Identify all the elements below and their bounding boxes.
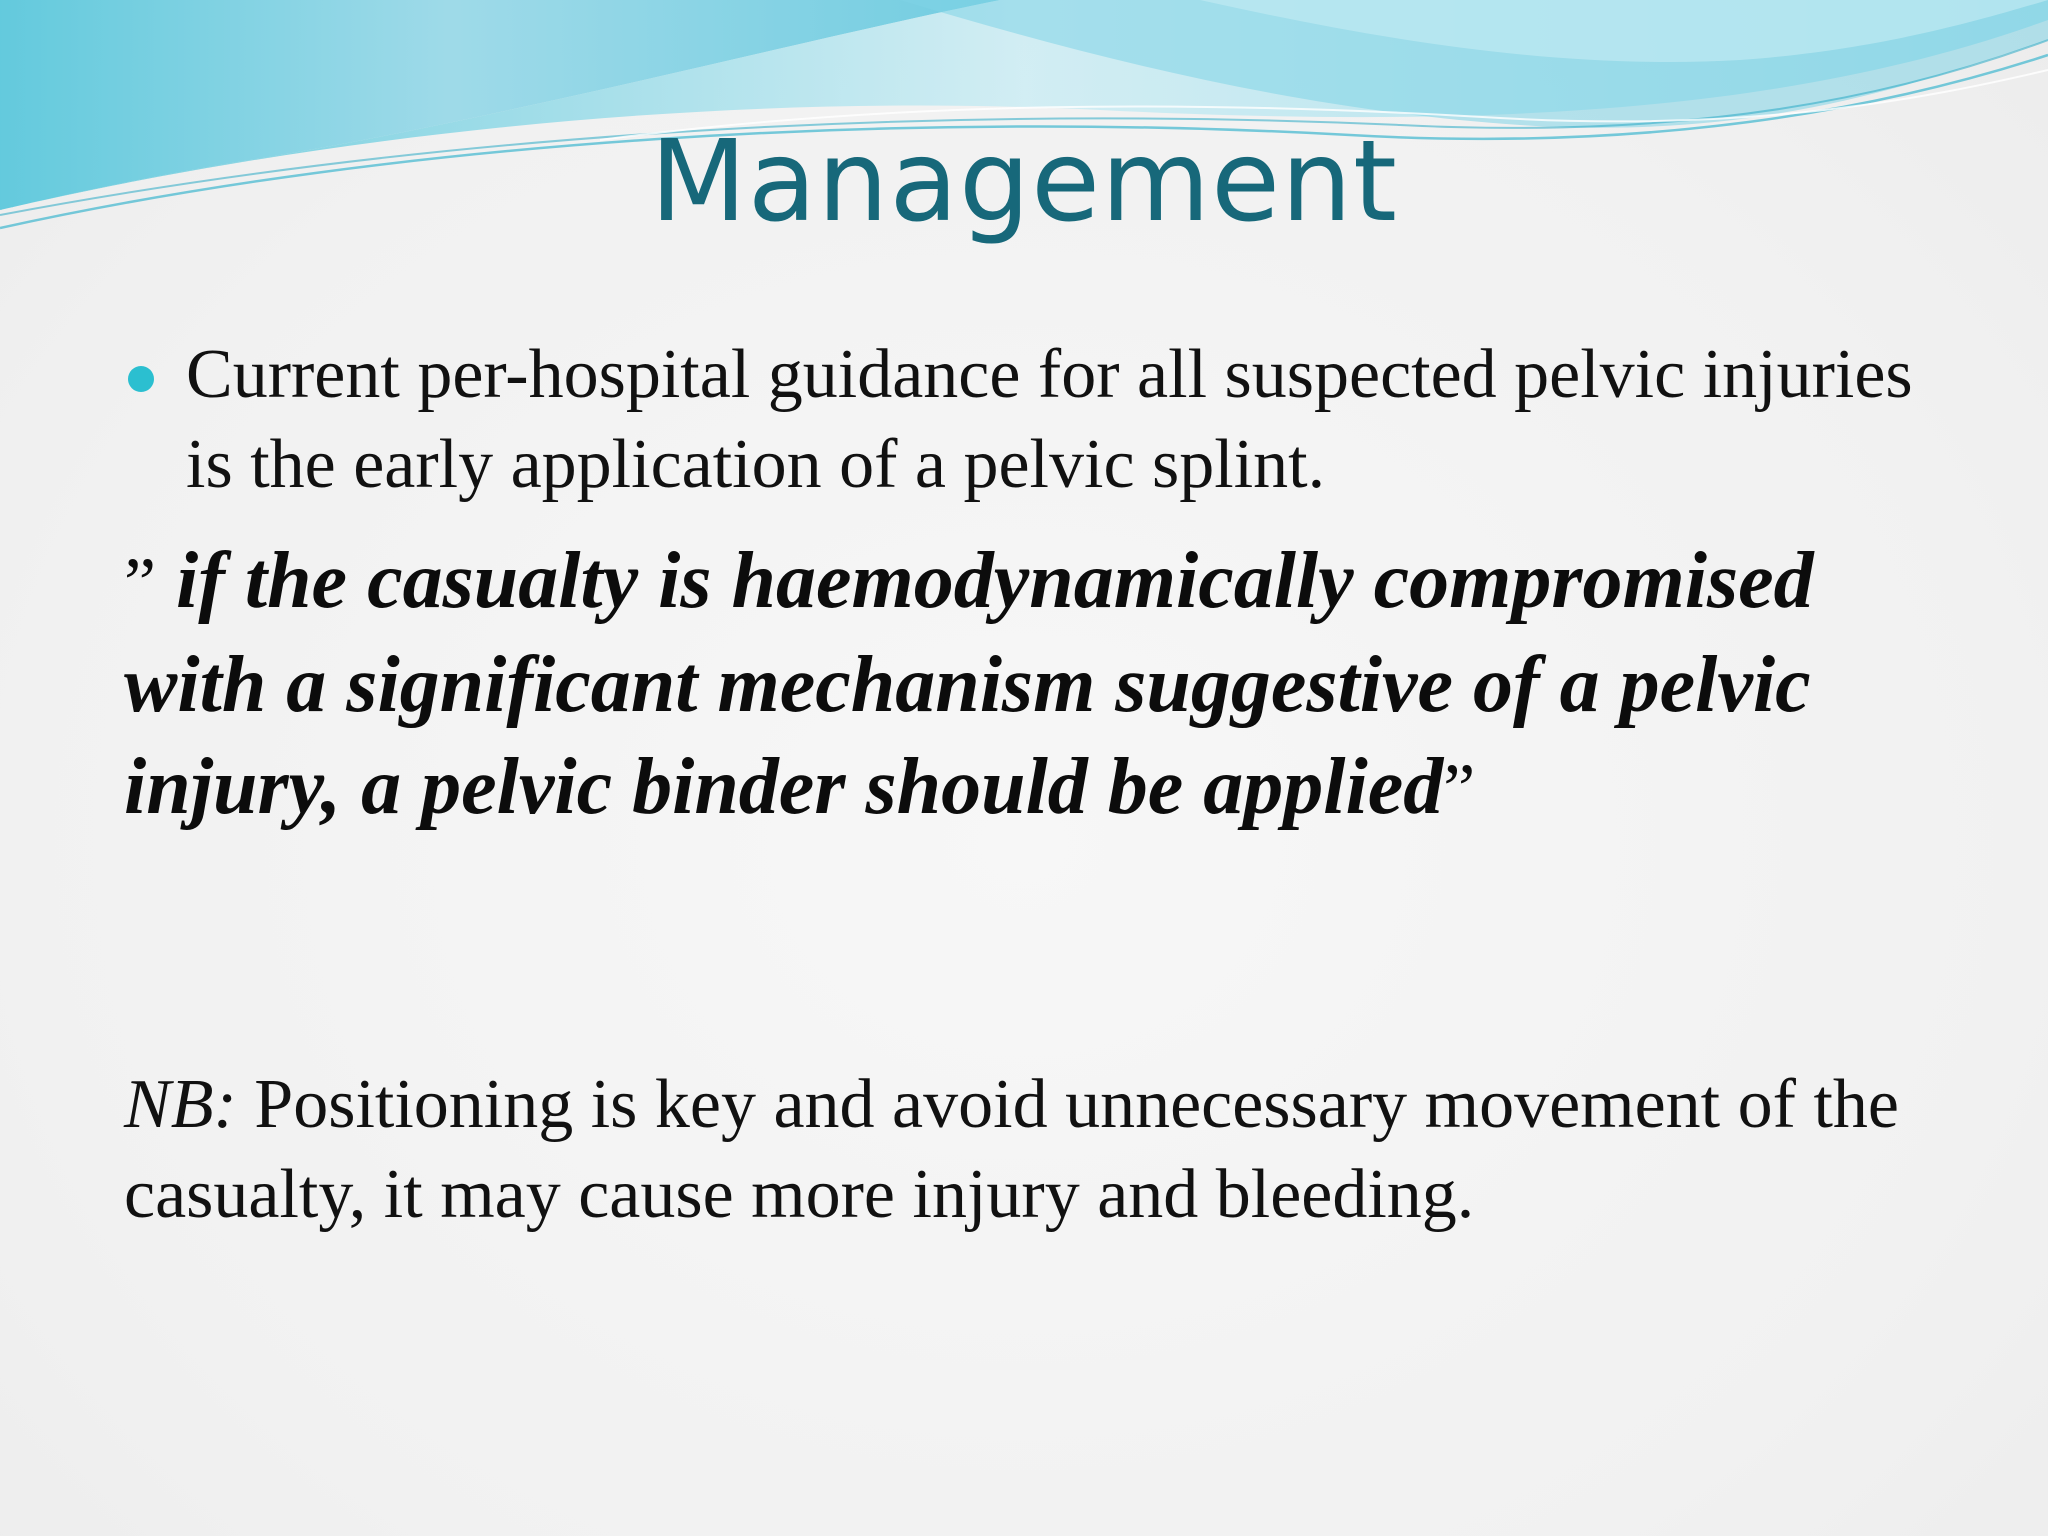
bullet-text: Current per-hospital guidance for all suspected pelvic injuries is the early application of a pelvic splint. <box>186 336 1913 503</box>
quote-close-mark: ” <box>1443 749 1476 829</box>
nb-note <box>124 1060 1984 1240</box>
bullet-dot-icon <box>128 366 154 392</box>
slide-title: Management <box>650 117 1398 247</box>
nb-text: Positioning is key and avoid unnecessary movement of the casualty, it may cause more injury and bleeding. <box>124 1066 1899 1233</box>
nb-label: NB: <box>124 1066 237 1143</box>
quote-body: if the casualty is haemodynamically compromised with a significant mechanism suggestive of a pelvic injury, a pelvic binder should be applied <box>124 537 1814 831</box>
quote-open-mark: ” <box>124 543 156 623</box>
guidance-quote <box>124 530 1964 840</box>
